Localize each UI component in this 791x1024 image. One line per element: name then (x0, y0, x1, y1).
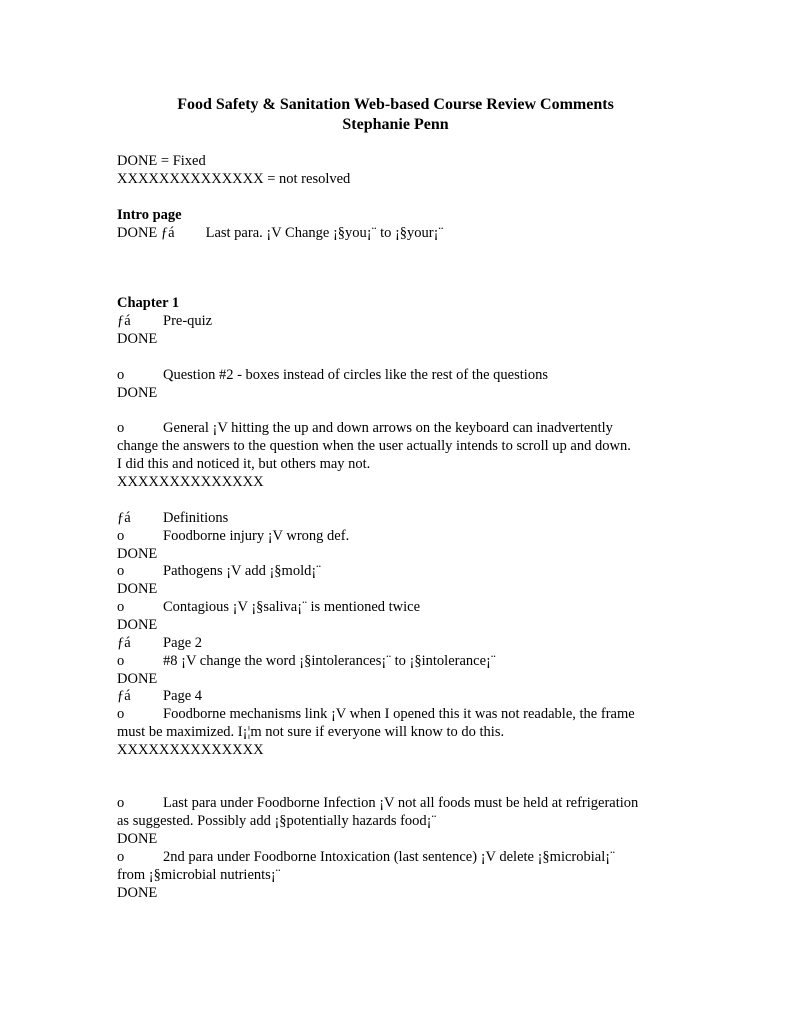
prequiz-label: Pre-quiz (163, 313, 213, 329)
status-done: DONE (117, 581, 158, 597)
bullet-glyph: o (117, 795, 125, 811)
definitions-item (117, 509, 228, 527)
bullet-glyph: ƒá (117, 510, 131, 526)
author-name: Stephanie Penn (342, 116, 449, 133)
question2-item (117, 366, 548, 384)
document-title: Food Safety & Sanitation Web-based Course Review Comments (177, 96, 614, 113)
contagious-comment: Contagious ¡V ¡§saliva¡¨ is mentioned twice (163, 599, 421, 615)
question2-comment: Question #2 - boxes instead of circles like the rest of the questions (163, 367, 548, 383)
bullet-glyph: o (117, 653, 125, 669)
mechanisms-item (117, 705, 635, 723)
pathogens-comment: Pathogens ¡V add ¡§mold¡¨ (163, 563, 321, 579)
infection-comment-line1: Last para under Foodborne Infection ¡V not all foods must be held at refrigeration (163, 795, 639, 811)
chapter1-heading: Chapter 1 (117, 295, 180, 311)
page4-label: Page 4 (163, 688, 203, 704)
page2-label: Page 2 (163, 635, 203, 651)
pathogens-item (117, 562, 321, 580)
status-done: DONE (117, 385, 158, 401)
item8 (117, 652, 496, 670)
legend-done: DONE = Fixed (117, 153, 206, 169)
mechanisms-comment-line1: Foodborne mechanisms link ¡V when I opened this it was not readable, the frame (163, 706, 635, 722)
bullet-glyph: ƒá (117, 313, 131, 329)
intro-item (117, 224, 443, 242)
general-item (117, 419, 613, 437)
intoxication-comment-line1: 2nd para under Foodborne Intoxication (last sentence) ¡V delete ¡§microbial¡¨ (163, 849, 615, 865)
infection-comment-line2: as suggested. Possibly add ¡§potentially hazards food¡¨ (117, 813, 437, 829)
bullet-glyph: ƒá (160, 225, 175, 241)
bullet-glyph: o (117, 367, 125, 383)
bullet-glyph: o (117, 528, 125, 544)
status-unresolved: XXXXXXXXXXXXXX (117, 474, 264, 490)
status-done: DONE (117, 831, 158, 847)
foodborne-injury-comment: Foodborne injury ¡V wrong def. (163, 528, 350, 544)
status-done: DONE (117, 617, 158, 633)
general-comment-line2: change the answers to the question when the user actually intends to scroll up and down. (117, 438, 631, 454)
bullet-glyph: o (117, 599, 125, 615)
page4-item (117, 687, 202, 705)
bullet-glyph: ƒá (117, 688, 131, 704)
intro-comment: Last para. ¡V Change ¡§you¡¨ to ¡§your¡¨ (205, 225, 444, 241)
bullet-glyph: ƒá (117, 635, 131, 651)
status-done: DONE (117, 671, 158, 687)
infection-item (117, 794, 638, 812)
contagious-item (117, 598, 420, 616)
legend-unresolved: XXXXXXXXXXXXXX = not resolved (117, 171, 351, 187)
page2-item (117, 634, 202, 652)
bullet-glyph: o (117, 849, 125, 865)
foodborne-injury-item (117, 527, 349, 545)
definitions-label: Definitions (163, 510, 229, 526)
item8-comment: #8 ¡V change the word ¡§intolerances¡¨ to ¡§intolerance¡¨ (163, 653, 496, 669)
intoxication-comment-line2: from ¡§microbial nutrients¡¨ (117, 867, 281, 883)
status-unresolved: XXXXXXXXXXXXXX (117, 742, 264, 758)
status-done: DONE (117, 885, 158, 901)
mechanisms-comment-line2: must be maximized. I¡¦m not sure if everyone will know to do this. (117, 724, 505, 740)
bullet-glyph: o (117, 706, 125, 722)
general-comment-line1: General ¡V hitting the up and down arrows on the keyboard can inadvertently (163, 420, 613, 436)
general-comment-line3: I did this and noticed it, but others may not. (117, 456, 371, 472)
status-done: DONE (117, 546, 158, 562)
intro-heading: Intro page (117, 207, 182, 223)
bullet-glyph: o (117, 563, 125, 579)
intoxication-item (117, 848, 615, 866)
status-done: DONE (117, 225, 158, 241)
bullet-glyph: o (117, 420, 125, 436)
status-done: DONE (117, 331, 158, 347)
prequiz-item (117, 312, 212, 330)
